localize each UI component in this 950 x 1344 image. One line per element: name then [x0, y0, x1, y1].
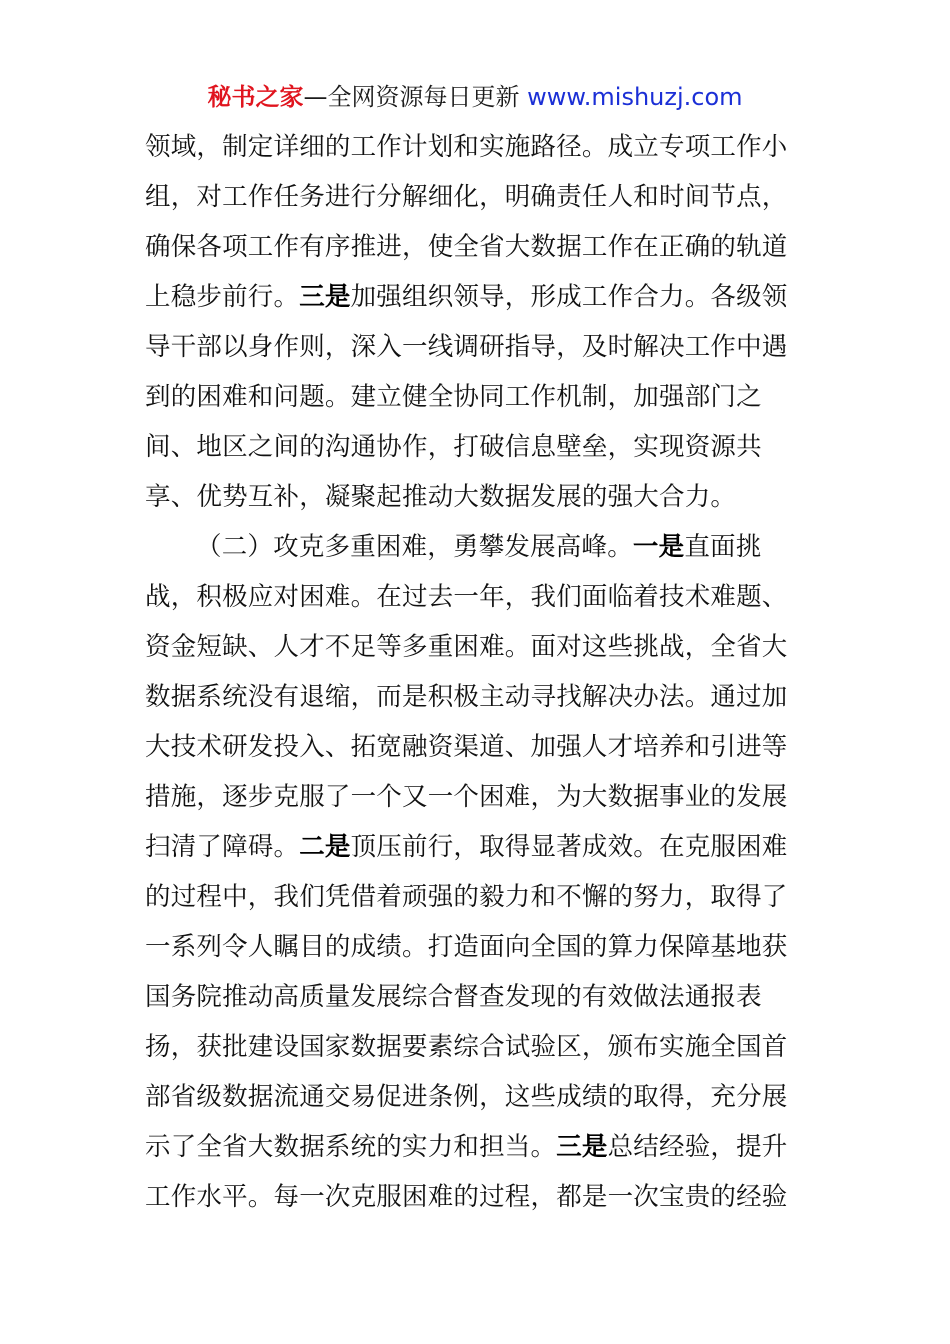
- bold-marker: 二是: [299, 832, 351, 862]
- text-line: [145, 772, 810, 822]
- text-line: [145, 922, 810, 972]
- text-line: [145, 822, 810, 872]
- text-segment: 导干部以身作则，深入一线调研指导，及时解决工作中遇: [145, 332, 788, 362]
- text-segment: 领域，制定详细的工作计划和实施路径。成立专项工作小: [145, 132, 788, 162]
- text-segment: 国务院推动高质量发展综合督查发现的有效做法通报表: [145, 982, 762, 1012]
- text-line: [145, 422, 810, 472]
- text-segment: 扫清了障碍。: [145, 832, 300, 862]
- text-line: [145, 1022, 810, 1072]
- text-line: [145, 272, 810, 322]
- text-line: [145, 672, 810, 722]
- text-segment: 示了全省大数据系统的实力和担当。: [145, 1132, 557, 1162]
- document-body: [145, 122, 810, 1222]
- text-line: [145, 622, 810, 672]
- bold-marker: 三是: [556, 1132, 608, 1162]
- text-segment: 间、地区之间的沟通协作，打破信息壁垒，实现资源共: [145, 432, 762, 462]
- text-segment: 直面挑: [684, 532, 762, 562]
- text-segment: 享、优势互补，凝聚起推动大数据发展的强大合力。: [145, 482, 737, 512]
- text-segment: 数据系统没有退缩，而是积极主动寻找解决办法。通过加: [145, 682, 788, 712]
- text-segment: 一系列令人瞩目的成绩。打造面向全国的算力保障基地获: [145, 932, 788, 962]
- text-segment: （二）攻克多重困难，勇攀发展高峰。: [196, 532, 633, 562]
- text-line: [145, 1172, 810, 1222]
- bold-marker: 一是: [632, 532, 685, 562]
- site-tagline: —全网资源每日更新: [303, 83, 528, 111]
- text-segment: 措施，逐步克服了一个又一个困难，为大数据事业的发展: [145, 782, 788, 812]
- text-segment: 工作水平。每一次克服困难的过程，都是一次宝贵的经验: [145, 1182, 788, 1212]
- text-segment: 的过程中，我们凭借着顽强的毅力和不懈的努力，取得了: [145, 882, 788, 912]
- text-line: [145, 372, 810, 422]
- text-line: [145, 972, 810, 1022]
- text-segment: 顶压前行，取得显著成效。在克服困难: [350, 832, 788, 862]
- text-line: [145, 1122, 810, 1172]
- text-line: [145, 322, 810, 372]
- text-segment: 确保各项工作有序推进，使全省大数据工作在正确的轨道: [145, 232, 788, 262]
- text-segment: 加强组织领导，形成工作合力。各级领: [350, 282, 788, 312]
- text-segment: 到的困难和问题。建立健全协同工作机制，加强部门之: [145, 382, 762, 412]
- site-brand: 秘书之家: [207, 83, 304, 111]
- text-line: [145, 172, 810, 222]
- text-segment: 总结经验，提升: [607, 1132, 788, 1162]
- bold-marker: 三是: [299, 282, 351, 312]
- text-segment: 大技术研发投入、拓宽融资渠道、加强人才培养和引进等: [145, 732, 788, 762]
- site-url-link[interactable]: www.mishuzj.com: [527, 83, 743, 111]
- text-segment: 组，对工作任务进行分解细化，明确责任人和时间节点，: [145, 182, 788, 212]
- text-line: [145, 122, 810, 172]
- text-segment: 资金短缺、人才不足等多重困难。面对这些挑战，全省大: [145, 632, 788, 662]
- text-line: [145, 572, 810, 622]
- text-segment: 战，积极应对困难。在过去一年，我们面临着技术难题、: [145, 582, 788, 612]
- text-line: [145, 222, 810, 272]
- site-header: [0, 80, 950, 114]
- text-line: [145, 872, 810, 922]
- text-segment: 扬，获批建设国家数据要素综合试验区，颁布实施全国首: [145, 1032, 788, 1062]
- text-line: [145, 1072, 810, 1122]
- text-line: [145, 722, 810, 772]
- text-segment: 上稳步前行。: [145, 282, 300, 312]
- text-line: [145, 472, 810, 522]
- text-segment: 部省级数据流通交易促进条例，这些成绩的取得，充分展: [145, 1082, 788, 1112]
- text-line: [145, 522, 810, 572]
